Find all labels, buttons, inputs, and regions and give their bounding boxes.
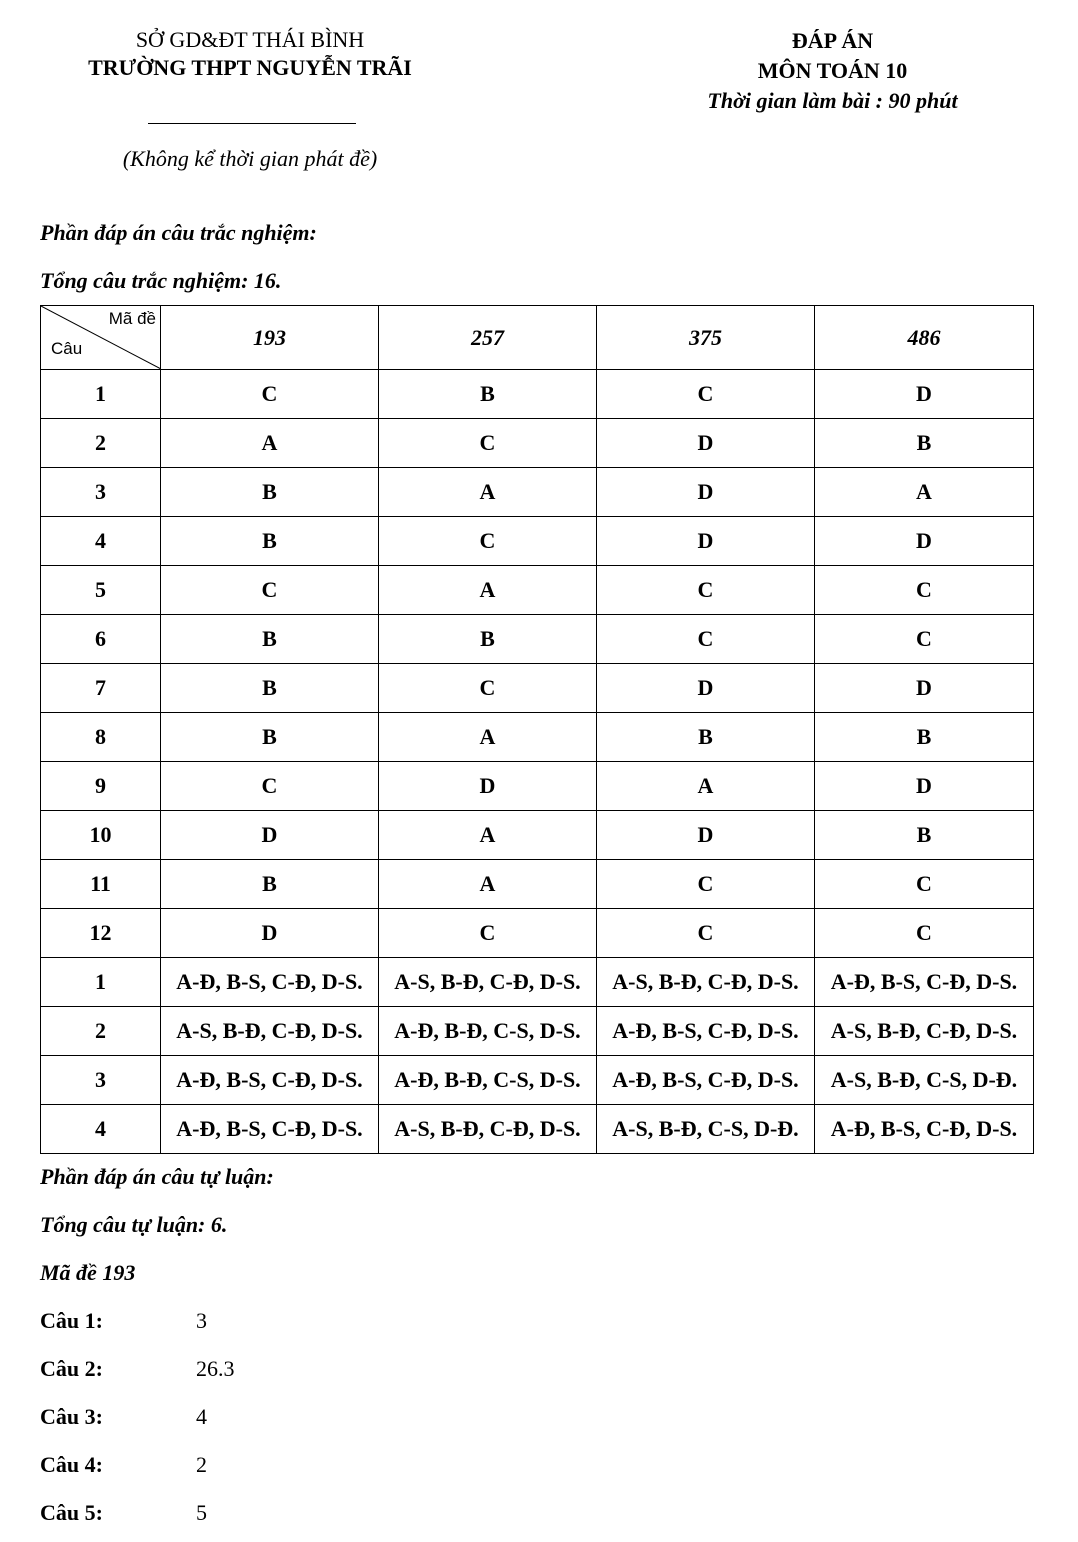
essay-answer-value: 2 — [196, 1452, 207, 1477]
answer-cell: C — [815, 860, 1034, 909]
answer-cell: A-S, B-Đ, C-Đ, D-S. — [815, 1007, 1034, 1056]
essay-question-label: Câu 5: — [40, 1500, 103, 1525]
answer-cell: D — [161, 909, 379, 958]
answer-cell: B — [379, 370, 597, 419]
answer-cell: B — [815, 811, 1034, 860]
essay-section-title: Phần đáp án câu tự luận: — [40, 1164, 274, 1189]
question-number-cell: 4 — [41, 517, 161, 566]
answer-cell: A-S, B-Đ, C-Đ, D-S. — [161, 1007, 379, 1056]
table-row — [41, 419, 1034, 468]
code-header: 193 — [161, 306, 379, 370]
answer-cell: A-Đ, B-Đ, C-S, D-S. — [379, 1056, 597, 1105]
answer-cell: B — [597, 713, 815, 762]
answer-cell: A-S, B-Đ, C-Đ, D-S. — [379, 1105, 597, 1154]
essay-answer-item — [40, 1500, 207, 1526]
answer-cell: D — [815, 517, 1034, 566]
essay-total: Tổng câu tự luận: 6. — [40, 1212, 228, 1237]
answer-cell: D — [379, 762, 597, 811]
answer-cell: C — [597, 615, 815, 664]
code-header: 257 — [379, 306, 597, 370]
answer-cell: D — [597, 419, 815, 468]
table-row — [41, 713, 1034, 762]
question-number-cell: 12 — [41, 909, 161, 958]
answer-cell: C — [379, 517, 597, 566]
question-number-cell: 3 — [41, 468, 161, 517]
answer-cell: C — [597, 860, 815, 909]
question-number-cell: 9 — [41, 762, 161, 811]
answer-cell: A-Đ, B-Đ, C-S, D-S. — [379, 1007, 597, 1056]
question-number-cell: 8 — [41, 713, 161, 762]
answer-cell: D — [597, 664, 815, 713]
question-number-cell: 5 — [41, 566, 161, 615]
question-number-cell: 6 — [41, 615, 161, 664]
answer-cell: B — [379, 615, 597, 664]
question-number-cell: 7 — [41, 664, 161, 713]
essay-question-label: Câu 1: — [40, 1308, 103, 1333]
answer-cell: A — [597, 762, 815, 811]
question-number-cell: 1 — [41, 370, 161, 419]
essay-code-label: Mã đề 193 — [40, 1260, 136, 1285]
answer-cell: A — [379, 713, 597, 762]
answer-cell: B — [815, 713, 1034, 762]
department-name: SỞ GD&ĐT THÁI BÌNH — [135, 27, 365, 52]
code-header: 486 — [815, 306, 1034, 370]
answer-cell: A-Đ, B-S, C-Đ, D-S. — [815, 1105, 1034, 1154]
table-row — [41, 860, 1034, 909]
answer-cell: C — [815, 566, 1034, 615]
answer-cell: A-Đ, B-S, C-Đ, D-S. — [597, 1007, 815, 1056]
answer-cell: D — [815, 370, 1034, 419]
answer-cell: A-Đ, B-S, C-Đ, D-S. — [161, 1105, 379, 1154]
answer-cell: A-Đ, B-S, C-Đ, D-S. — [597, 1056, 815, 1105]
table-row — [41, 958, 1034, 1007]
table-header-row — [41, 306, 1034, 370]
question-number-cell: 3 — [41, 1056, 161, 1105]
answer-cell: D — [597, 811, 815, 860]
code-header: 375 — [597, 306, 815, 370]
answer-cell: C — [161, 566, 379, 615]
mc-total: Tổng câu trắc nghiệm: 16. — [40, 268, 282, 293]
answer-cell: B — [161, 468, 379, 517]
answer-cell: D — [815, 762, 1034, 811]
question-number-cell: 1 — [41, 958, 161, 1007]
essay-question-label: Câu 2: — [40, 1356, 103, 1381]
answer-cell: B — [161, 713, 379, 762]
question-number-cell: 11 — [41, 860, 161, 909]
answer-cell: C — [597, 909, 815, 958]
essay-answer-item — [40, 1404, 207, 1430]
answer-cell: A — [161, 419, 379, 468]
answer-cell: A-S, B-Đ, C-Đ, D-S. — [597, 958, 815, 1007]
essay-answer-item — [40, 1308, 207, 1334]
answer-cell: B — [161, 860, 379, 909]
table-row — [41, 909, 1034, 958]
answer-cell: C — [597, 566, 815, 615]
table-row — [41, 370, 1034, 419]
answer-cell: C — [597, 370, 815, 419]
question-number-cell: 10 — [41, 811, 161, 860]
answer-cell: C — [161, 762, 379, 811]
exam-duration: Thời gian làm bài : 90 phút — [707, 88, 958, 113]
header-note: (Không kể thời gian phát đề) — [122, 146, 378, 171]
answer-cell: D — [161, 811, 379, 860]
answer-cell: C — [379, 419, 597, 468]
essay-answer-item — [40, 1452, 207, 1478]
essay-question-label: Câu 3: — [40, 1404, 103, 1429]
answer-table — [40, 305, 1034, 1154]
table-row — [41, 1056, 1034, 1105]
table-row — [41, 615, 1034, 664]
answer-cell: B — [815, 419, 1034, 468]
answer-cell: A-Đ, B-S, C-Đ, D-S. — [161, 1056, 379, 1105]
table-row — [41, 1007, 1034, 1056]
answer-cell: C — [815, 615, 1034, 664]
answer-cell: B — [161, 615, 379, 664]
table-row — [41, 811, 1034, 860]
answer-cell: A — [379, 811, 597, 860]
answer-cell: A-S, B-Đ, C-S, D-Đ. — [597, 1105, 815, 1154]
school-name: TRƯỜNG THPT NGUYỄN TRÃI — [88, 55, 412, 80]
table-row — [41, 566, 1034, 615]
doc-title: ĐÁP ÁN — [791, 28, 874, 53]
answer-cell: A — [815, 468, 1034, 517]
header-divider — [148, 123, 356, 124]
table-row — [41, 517, 1034, 566]
table-row — [41, 1105, 1034, 1154]
answer-cell: A-S, B-Đ, C-Đ, D-S. — [379, 958, 597, 1007]
subject: MÔN TOÁN 10 — [757, 58, 908, 83]
essay-answer-value: 4 — [196, 1404, 207, 1429]
essay-answer-value: 5 — [196, 1500, 207, 1525]
answer-cell: B — [161, 664, 379, 713]
table-row — [41, 762, 1034, 811]
essay-answer-value: 26.3 — [196, 1356, 235, 1381]
answer-cell: C — [815, 909, 1034, 958]
corner-label-code: Mã đề — [108, 309, 156, 328]
question-number-cell: 2 — [41, 1007, 161, 1056]
header-right — [660, 26, 1005, 116]
essay-answer-value: 3 — [196, 1308, 207, 1333]
table-row — [41, 664, 1034, 713]
corner-cell — [41, 306, 161, 370]
answer-cell: C — [379, 664, 597, 713]
answer-cell: C — [161, 370, 379, 419]
essay-answer-item — [40, 1356, 235, 1382]
question-number-cell: 4 — [41, 1105, 161, 1154]
answer-cell: B — [161, 517, 379, 566]
answer-cell: A-Đ, B-S, C-Đ, D-S. — [161, 958, 379, 1007]
answer-cell: A — [379, 860, 597, 909]
header-left — [40, 26, 460, 82]
mc-section-title: Phần đáp án câu trắc nghiệm: — [40, 220, 317, 245]
answer-cell: A-Đ, B-S, C-Đ, D-S. — [815, 958, 1034, 1007]
answer-cell: A — [379, 566, 597, 615]
corner-label-question: Câu — [51, 339, 83, 358]
answer-cell: C — [379, 909, 597, 958]
answer-cell: D — [597, 468, 815, 517]
answer-cell: D — [597, 517, 815, 566]
answer-cell: A-S, B-Đ, C-S, D-Đ. — [815, 1056, 1034, 1105]
answer-cell: A — [379, 468, 597, 517]
table-row — [41, 468, 1034, 517]
essay-question-label: Câu 4: — [40, 1452, 103, 1477]
question-number-cell: 2 — [41, 419, 161, 468]
answer-cell: D — [815, 664, 1034, 713]
